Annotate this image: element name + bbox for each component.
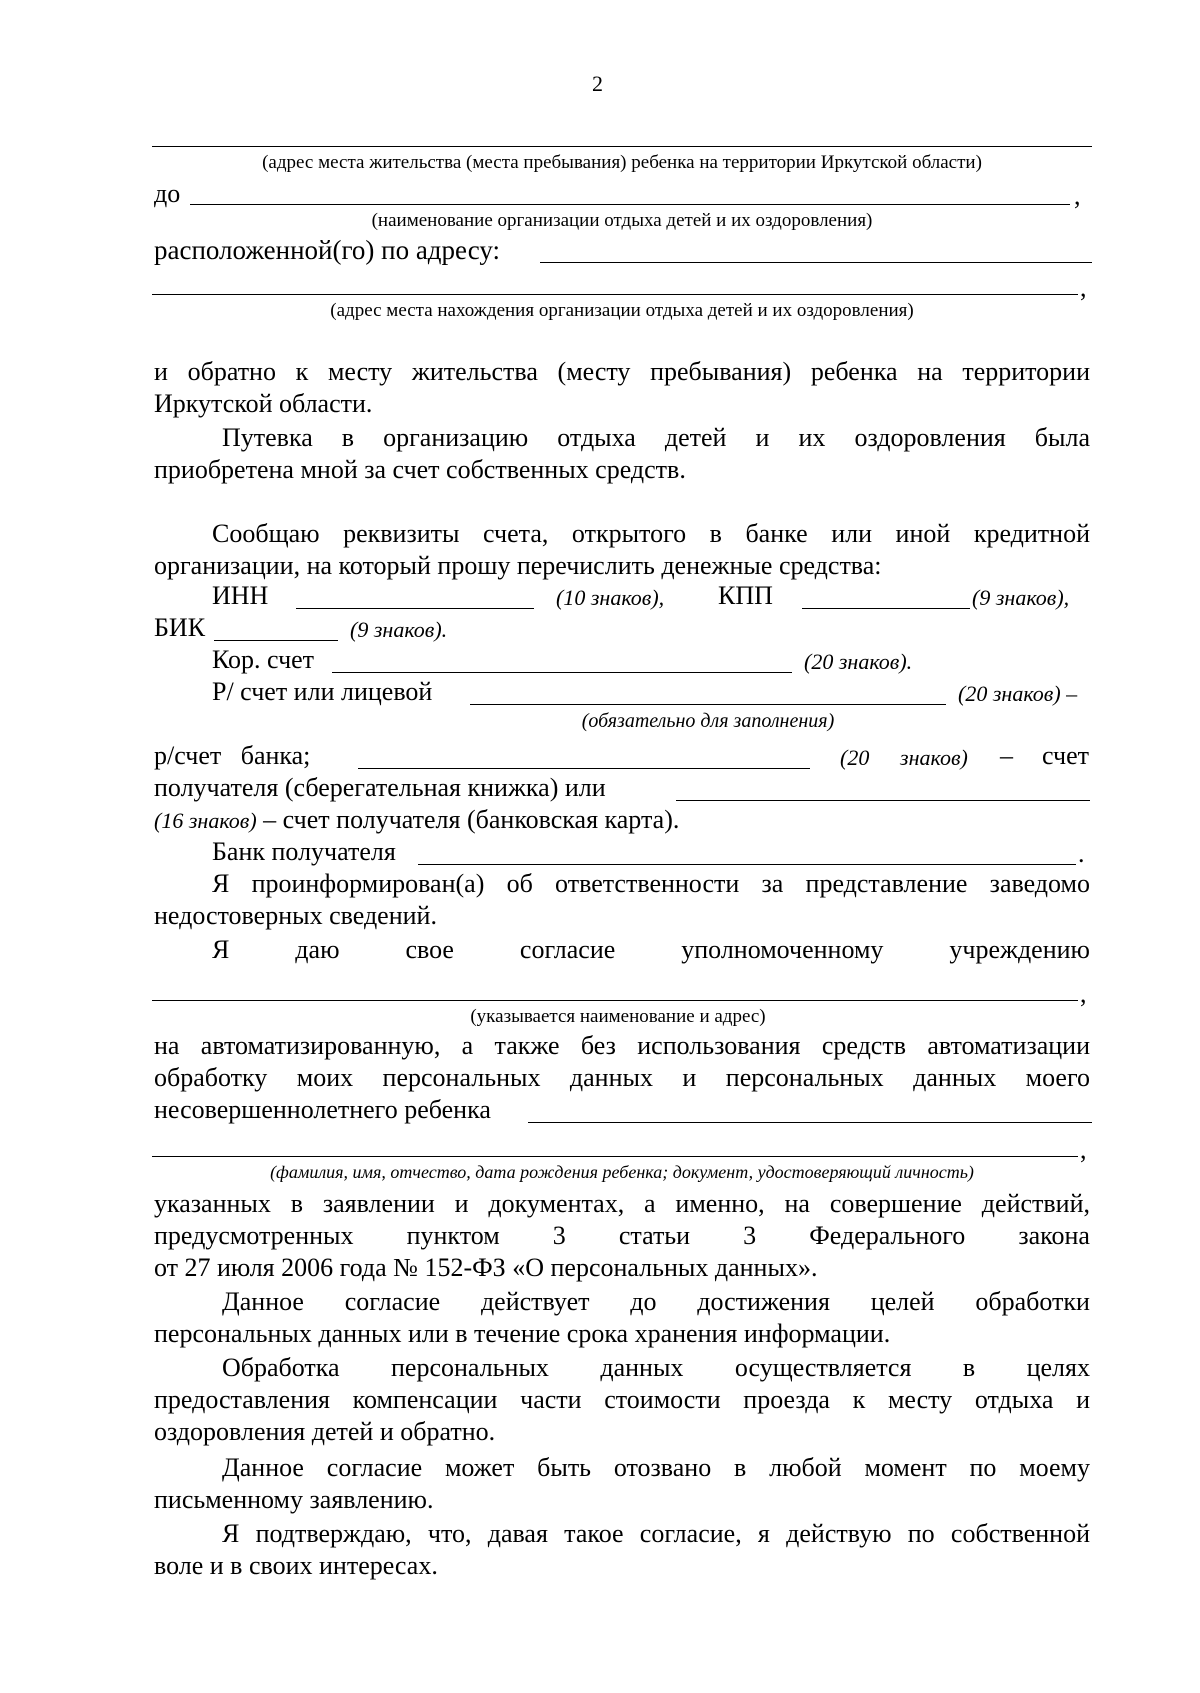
revoke-line-2: письменному заявлению. — [154, 1485, 434, 1514]
book-label: получателя (сберегательная книжка) или — [154, 773, 606, 802]
listed-line-3: от 27 июля 2006 года № 152-ФЗ «О персональных данных». — [154, 1253, 818, 1282]
child-field-1[interactable] — [528, 1122, 1092, 1123]
rsbank-hint-a: (20 — [840, 745, 870, 770]
org-name-comma: , — [1074, 181, 1081, 210]
rs-hint: (20 знаков) – — [958, 681, 1078, 706]
located-at-label: расположенной(го) по адресу: — [154, 235, 500, 265]
voucher-line-1: Путевка в организацию отдыха детей и их оздоровления была — [222, 423, 1090, 452]
org-address-line-2[interactable] — [152, 294, 1078, 295]
org-name-line[interactable] — [190, 204, 1070, 205]
bank-intro-line-2: организации, на который прошу перечислить денежные средства: — [154, 551, 882, 580]
institution-comma: , — [1080, 979, 1087, 1008]
child-comma: , — [1080, 1135, 1087, 1164]
kor-field[interactable] — [332, 672, 792, 673]
listed-line-2: предусмотренных пунктом 3 статьи 3 Федерального закона — [154, 1221, 1090, 1250]
bik-hint: (9 знаков). — [350, 617, 448, 642]
give-consent-line: Я даю свое согласие уполномоченному учреждению — [212, 935, 1090, 964]
bank-recipient-period: . — [1078, 839, 1085, 868]
kpp-field[interactable] — [802, 608, 970, 609]
inn-label: ИНН — [212, 581, 269, 610]
card-text: – счет получателя (банковская карта). — [256, 805, 680, 834]
kor-hint: (20 знаков). — [804, 649, 913, 674]
confirm-line-1: Я подтверждаю, что, давая такое согласие, я действую по собственной — [222, 1519, 1090, 1548]
card-hint: (16 знаков) — [154, 808, 257, 833]
rsbank-dash: – — [1000, 741, 1013, 770]
listed-line-1: указанных в заявлении и документах, а именно, на совершение действий, — [154, 1189, 1090, 1218]
informed-line-2: недостоверных сведений. — [154, 901, 437, 930]
bik-label: БИК — [154, 613, 206, 642]
to-label: до — [154, 179, 181, 208]
rsbank-label: р/счет банка; — [154, 741, 311, 770]
institution-line[interactable] — [152, 1000, 1078, 1001]
org-address-line-1[interactable] — [540, 262, 1092, 263]
bank-intro-line-1: Сообщаю реквизиты счета, открытого в банке или иной кредитной — [212, 519, 1090, 548]
residence-address-caption: (адрес места жительства (места пребывания) ребенка на территории Иркутской области) — [262, 152, 982, 173]
rs-label: Р/ счет или лицевой — [212, 677, 433, 706]
purpose-line-1: Обработка персональных данных осуществляется в целях — [222, 1353, 1090, 1382]
org-address-comma: , — [1080, 273, 1087, 302]
inn-hint: (10 знаков), — [556, 585, 665, 610]
org-address-caption: (адрес места нахождения организации отдыха детей и их оздоровления) — [330, 300, 914, 321]
return-line-1: и обратно к месту жительства (месту пребывания) ребенка на территории — [154, 357, 1090, 386]
child-field-2[interactable] — [152, 1156, 1078, 1157]
child-info-caption: (фамилия, имя, отчество, дата рождения ребенка; документ, удостоверяющий личность) — [270, 1162, 974, 1182]
return-line-2: Иркутской области. — [154, 389, 373, 418]
kpp-label: КПП — [718, 581, 773, 610]
rsbank-hint-b: знаков) — [900, 745, 968, 770]
institution-caption: (указывается наименование и адрес) — [470, 1006, 766, 1027]
page-number: 2 — [592, 71, 603, 96]
kor-label: Кор. счет — [212, 645, 315, 674]
rsbank-tail: счет — [1042, 741, 1089, 770]
bank-recipient-field[interactable] — [418, 864, 1076, 865]
rs-field[interactable] — [470, 704, 946, 705]
bank-recipient-label: Банк получателя — [212, 837, 396, 866]
book-field[interactable] — [676, 800, 1090, 801]
revoke-line-1: Данное согласие может быть отозвано в любой момент по моему — [222, 1453, 1090, 1482]
bik-field[interactable] — [214, 640, 338, 641]
auto-line-3: несовершеннолетнего ребенка — [154, 1095, 491, 1124]
card-line — [154, 804, 679, 837]
auto-line-2: обработку моих персональных данных и персональных данных моего — [154, 1063, 1090, 1092]
auto-line-1: на автоматизированную, а также без использования средств автоматизации — [154, 1031, 1090, 1060]
kpp-hint: (9 знаков), — [972, 585, 1070, 610]
rsbank-field[interactable] — [358, 768, 810, 769]
voucher-line-2: приобретена мной за счет собственных средств. — [154, 455, 686, 484]
confirm-line-2: воле и в своих интересах. — [154, 1551, 438, 1580]
org-name-caption: (наименование организации отдыха детей и их оздоровления) — [371, 210, 873, 231]
valid-line-1: Данное согласие действует до достижения целей обработки — [222, 1287, 1090, 1316]
mandatory-caption: (обязательно для заполнения) — [581, 710, 835, 732]
informed-line-1: Я проинформирован(а) об ответственности за представление заведомо — [212, 869, 1090, 898]
valid-line-2: персональных данных или в течение срока хранения информации. — [154, 1319, 891, 1348]
inn-field[interactable] — [296, 608, 534, 609]
purpose-line-2: предоставления компенсации части стоимости проезда к месту отдыха и — [154, 1385, 1090, 1414]
residence-address-line[interactable] — [152, 146, 1092, 147]
purpose-line-3: оздоровления детей и обратно. — [154, 1417, 496, 1446]
